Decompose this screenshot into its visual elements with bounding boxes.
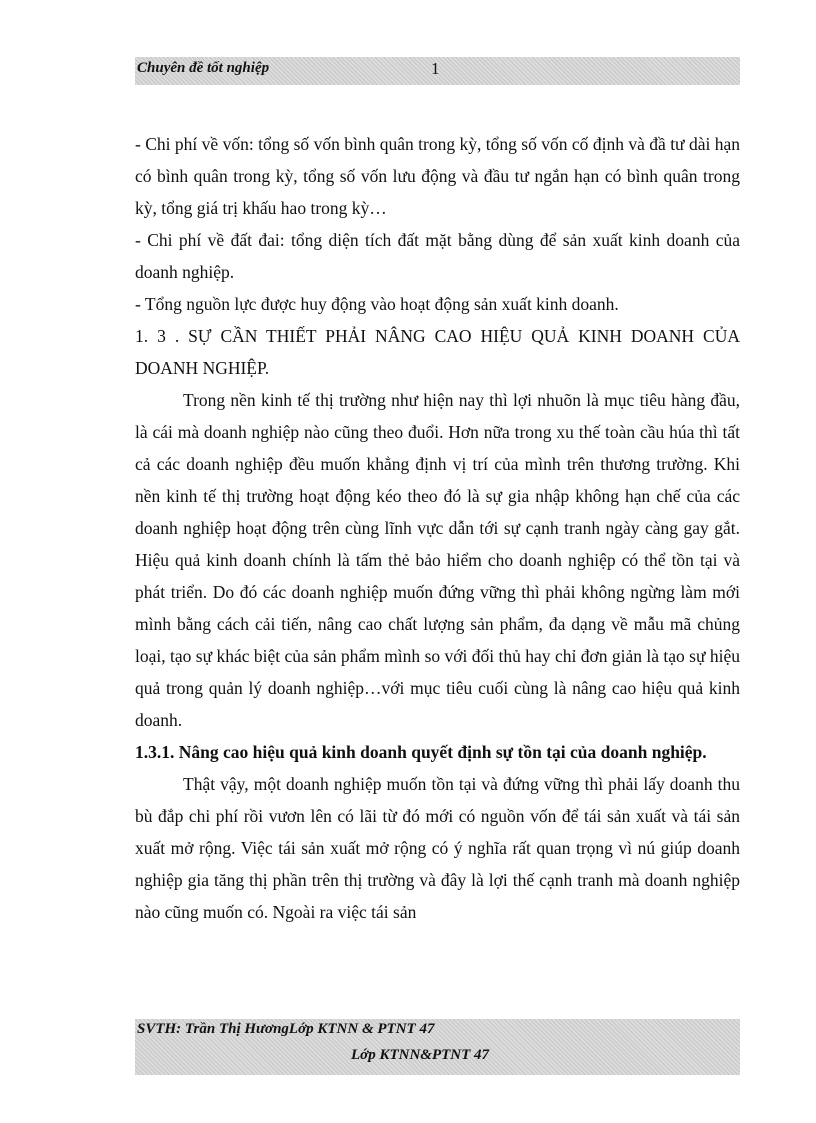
paragraph-capital-costs: - Chi phí về vốn: tổng số vốn bình quân trong kỳ, tổng số vốn cố định và đầ tư dài hạn có bình quân trong kỳ, tổng số vốn lưu động và đầu tư ngắn hạn có bình quân trong kỳ, tổng giá trị khấu hao trong kỳ… [135, 134, 740, 218]
document-body [135, 128, 740, 928]
header-title: Chuyên đề tốt nghiệp [137, 60, 270, 76]
page-header [135, 57, 740, 85]
paragraph-total-resources: - Tổng nguồn lực được huy động vào hoạt động sản xuất kinh doanh. [135, 294, 619, 314]
paragraph-market-economy: Trong nền kinh tế thị trường như hiện nay thì lợi nhuõn là mục tiêu hàng đầu, là cái mà doanh nghiệp nào cũng theo đuổi. Hơn nữa trong xu thế toàn cầu húa thì tất cả các doanh nghiệp đều muốn khẳng định vị trí của mình trên thương trường. Khi nền kinh tế thị trường hoạt động kéo theo đó là sự gia nhập không hạn chế của các doanh nghiệp hoạt động trên cùng lĩnh vực dẫn tới sự cạnh tranh ngày càng gay gắt. Hiệu quả kinh doanh chính là tấm thẻ bảo hiểm cho doanh nghiệp có thể tồn tại và phát triển. Do đó các doanh nghiệp muốn đứng vững thì phải không ngừng làm mới mình bằng cách cải tiến, nâng cao chất lượng sản phẩm, đa dạng về mẫu mã chủng loại, tạo sự khác biệt của sản phẩm mình so với đối thủ hay chỉ đơn giản là tạo sự hiệu quả trong quản lý doanh nghiệp…với mục tiêu cuối cùng là nâng cao hiệu quả kinh doanh. [135, 390, 740, 730]
page-footer [135, 1019, 740, 1075]
section-heading-1-3: 1. 3 . SỰ CẦN THIẾT PHẢI NÂNG CAO HIỆU QUẢ KINH DOANH CỦA DOANH NGHIỆP. [135, 326, 740, 378]
footer-author: SVTH: Trần Thị HươngLớp KTNN & PTNT 47 [137, 1021, 435, 1037]
footer-class: Lớp KTNN&PTNT 47 [351, 1047, 490, 1063]
paragraph-survival: Thật vậy, một doanh nghiệp muốn tồn tại và đứng vững thì phải lấy doanh thu bù đắp chi phí rồi vươn lên có lãi từ đó mới có nguồn vốn để tái sản xuất và tái sản xuất mở rộng. Việc tái sản xuất mở rộng có ý nghĩa rất quan trọng vì nú giúp doanh nghiệp gia tăng thị phần trên thị trường và đây là lợi thế cạnh tranh mà doanh nghiệp nào cũng muốn có. Ngoài ra việc tái sản [135, 774, 740, 922]
subheading-1-3-1: 1.3.1. Nâng cao hiệu quả kinh doanh quyết định sự tồn tại của doanh nghiệp. [135, 742, 707, 762]
paragraph-land-costs: - Chi phí về đất đai: tổng diện tích đất mặt bằng dùng để sản xuất kinh doanh của doanh nghiệp. [135, 230, 740, 282]
page-number: 1 [431, 59, 440, 78]
